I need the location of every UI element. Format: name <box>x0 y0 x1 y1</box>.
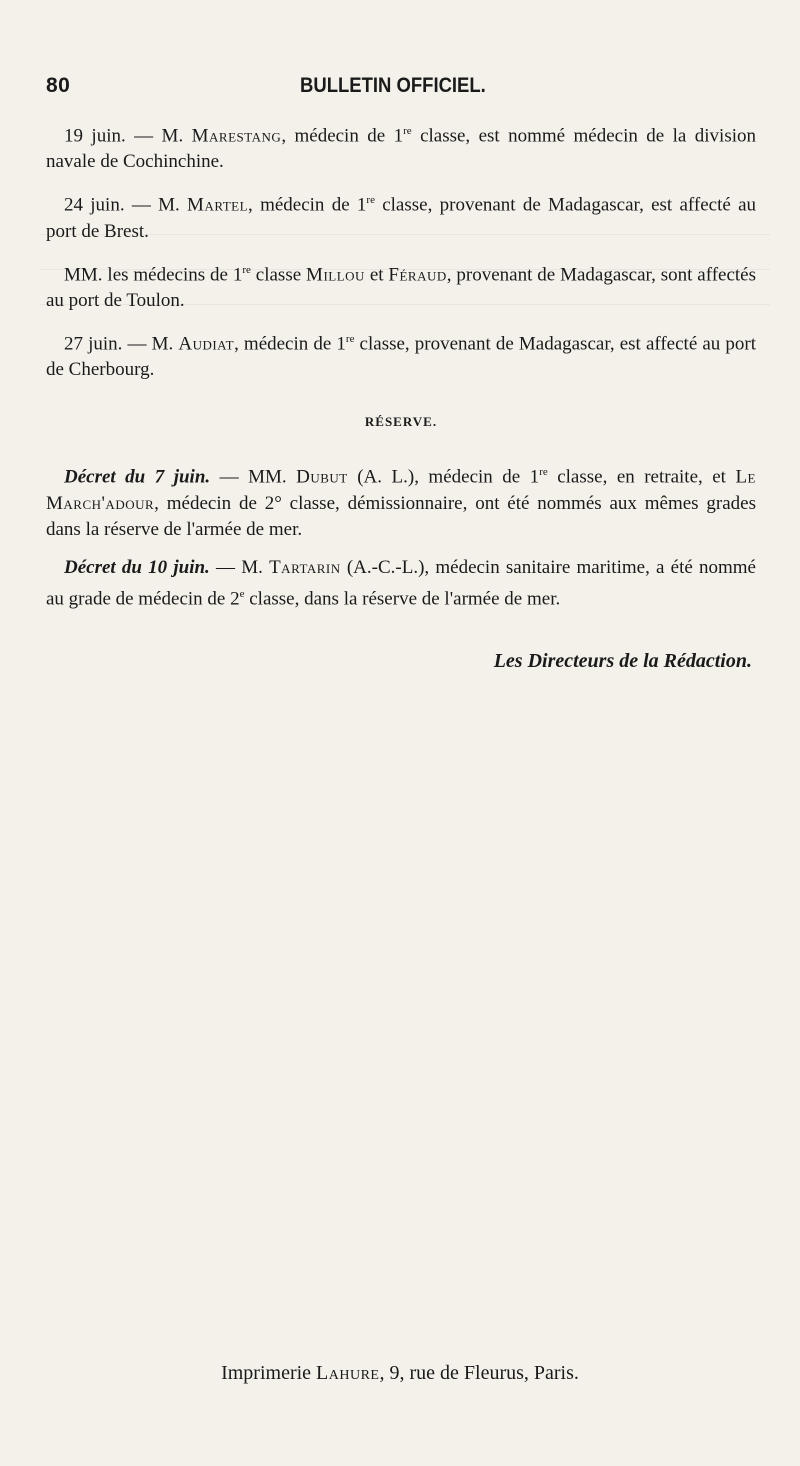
paragraph-marestang <box>46 118 756 175</box>
text-segment: classe <box>250 263 307 285</box>
superscript: re <box>242 263 251 276</box>
printer-name: Lahure <box>316 1362 380 1384</box>
person-name: Féraud <box>388 263 447 285</box>
person-name: Tartarin <box>269 556 341 578</box>
text-segment: 27 juin. — M. <box>64 333 179 355</box>
superscript: re <box>366 194 375 207</box>
text-segment: , médecin de 2° classe, démissionnaire, ont été nommés aux mêmes grades dans la réserve de l'armée de mer. <box>46 492 756 540</box>
superscript: re <box>539 466 548 479</box>
person-name: Martel <box>187 194 249 216</box>
text-segment: (A. L.), médecin de 1 <box>347 466 540 488</box>
page-number: 80 <box>46 74 71 97</box>
person-name: Audiat <box>178 333 235 355</box>
text-segment: classe, provenant de Madagascar, est affecté au port de Brest. <box>46 194 757 242</box>
text-segment: MM. les médecins de 1 <box>64 263 243 285</box>
paragraph-audiat <box>46 326 756 383</box>
decree-date: Décret du 10 juin. <box>64 556 210 578</box>
text-segment: classe, est nommé médecin de la division navale de Cochinchine. <box>46 125 756 173</box>
text-segment: , 9, rue de Fleurus, Paris. <box>379 1362 579 1384</box>
text-segment: (A.-C.-L.), médecin sanitaire maritime, a été nommé au grade de médecin de 2 <box>46 556 756 609</box>
person-name: Marestang <box>191 125 282 147</box>
section-title-reserve: RÉSERVE. <box>364 414 438 430</box>
paragraph-martel <box>46 187 756 244</box>
text-segment: — MM. <box>210 466 297 488</box>
text-segment: , provenant de Madagascar, sont affectés au port de Toulon. <box>46 263 756 311</box>
text-segment: classe, en retraite, et <box>547 466 736 488</box>
person-name: Le March'adour <box>46 466 756 514</box>
superscript: re <box>345 332 355 345</box>
paragraph-decree-10-juin <box>46 555 756 612</box>
text-segment: classe, provenant de Madagascar, est affecté au port de Cherbourg. <box>46 333 756 381</box>
text-segment: — M. <box>209 556 270 578</box>
running-title: BULLETIN OFFICIEL. <box>300 74 486 97</box>
text-segment: 24 juin. — M. <box>64 194 188 216</box>
page-header <box>46 74 756 104</box>
person-name: Millou <box>306 263 365 285</box>
text-segment: , médecin de 1 <box>234 333 346 355</box>
person-name: Dubut <box>296 466 348 488</box>
superscript: re <box>403 125 412 137</box>
printer-imprint <box>0 1362 800 1385</box>
text-segment: , médecin de 1 <box>281 125 404 147</box>
text-segment: , médecin de 1 <box>248 194 367 216</box>
paragraph-decree-7-juin <box>46 459 756 542</box>
body-text <box>46 118 756 674</box>
superscript: e <box>239 587 245 600</box>
text-segment: 19 juin. — M. <box>64 125 192 147</box>
text-segment: Imprimerie <box>221 1362 317 1384</box>
text-segment: classe, dans la réserve de l'armée de mer. <box>244 587 561 609</box>
signature: Les Directeurs de la Rédaction. <box>493 649 752 672</box>
decree-date: Décret du 7 juin. <box>64 466 211 488</box>
paragraph-millou-feraud <box>46 257 756 314</box>
text-segment: et <box>364 263 389 285</box>
